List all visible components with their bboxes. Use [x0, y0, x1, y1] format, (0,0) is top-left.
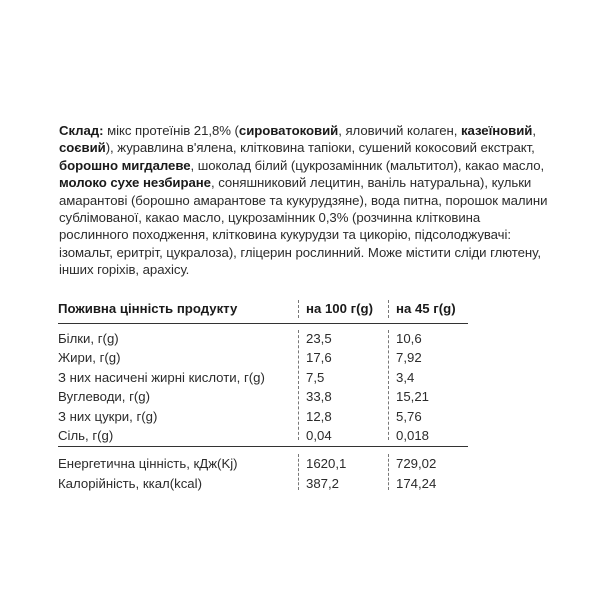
ingredients-text	[59, 122, 549, 279]
value-per-45g: 0,018	[396, 427, 430, 443]
ingredients-bold-part: казеїновий	[460, 123, 533, 138]
header-per-45g: на 45 г(g)	[396, 301, 456, 316]
value-per-45g: 174,24	[396, 475, 437, 491]
ingredients-part: мікс протеїнів 21,8% (	[103, 123, 239, 138]
ingredients-part: , шоколад білий (цукрозамінник (мальтитол), какао масло,	[190, 157, 545, 173]
value-per-100g: 12,8	[306, 408, 332, 424]
value-per-45g: 10,6	[396, 331, 422, 346]
table-row	[58, 426, 468, 445]
column-divider-1	[298, 330, 299, 440]
ingredients-part: , яловичий колаген,	[338, 123, 461, 138]
column-divider-2	[388, 330, 389, 440]
table-row	[58, 454, 468, 473]
value-per-100g: 0,04	[306, 427, 332, 443]
ingredients-bold-part: борошно мигдалеве	[59, 157, 191, 173]
ingredients-bold-part: молоко сухе незбиране	[59, 175, 211, 191]
ingredients-label: Склад:	[59, 123, 104, 138]
ingredients-part: ,	[532, 123, 536, 138]
value-per-45g: 729,02	[396, 456, 437, 472]
value-per-45g: 3,4	[396, 369, 415, 385]
group-divider	[58, 446, 468, 447]
nutrient-name: З них насичені жирні кислоти, г(g)	[58, 369, 265, 385]
nutrition-table	[58, 296, 468, 493]
value-per-100g: 1620,1	[306, 456, 347, 472]
value-per-100g: 387,2	[306, 475, 340, 491]
value-per-100g: 17,6	[306, 350, 332, 366]
nutrient-name: Сіль, г(g)	[58, 427, 114, 443]
ingredients-bold-part: сироватоковий	[238, 123, 339, 138]
value-per-100g: 23,5	[306, 331, 332, 346]
value-per-45g: 5,76	[396, 408, 422, 424]
nutrient-name: Жири, г(g)	[58, 350, 121, 366]
nutrient-name: З них цукри, г(g)	[58, 408, 158, 424]
value-per-45g: 7,92	[396, 350, 422, 366]
table-row	[58, 407, 468, 426]
value-per-100g: 7,5	[306, 369, 325, 385]
ingredients-part: ), журавлина в'ялена, клітковина тапіоки, сушений кокосовий екстракт,	[105, 140, 535, 156]
table-row	[58, 329, 468, 348]
header-nutrient: Поживна цінність продукту	[58, 301, 238, 316]
column-divider-1	[298, 454, 299, 490]
table-row	[58, 348, 468, 367]
table-row	[58, 387, 468, 406]
nutrient-name: Білки, г(g)	[58, 331, 119, 346]
value-per-100g: 33,8	[306, 389, 332, 405]
header-divider	[58, 323, 468, 324]
table-row	[58, 368, 468, 387]
nutrition-header-row	[58, 296, 468, 322]
column-divider-1	[298, 300, 299, 318]
table-row	[58, 474, 468, 493]
value-per-45g: 15,21	[396, 389, 430, 405]
column-divider-2	[388, 300, 389, 318]
ingredients-part: , соняшниковий лецитин, ваніль натуральна), кульки амарантові (борошно амарантове та кукурудзяне), вода питна, порошок малини сублімованої, какао масло, цукрозамінник 0,3% (розчинна клітковина рослинного походження, клітковина кукурудзи та цикорію, підсолоджувачі: ізомальт, еритріт, цукралоза), гліцерин рослинний. Може містити сліди глютену, інших горіхів, арахісу.	[59, 175, 548, 278]
header-per-100g: на 100 г(g)	[306, 301, 373, 316]
nutrient-name: Вуглеводи, г(g)	[58, 389, 151, 405]
ingredients-bold-part: соєвий	[59, 140, 106, 156]
column-divider-2	[388, 454, 389, 490]
nutrient-name: Енергетична цінність, кДж(Kj)	[58, 456, 238, 472]
nutrient-name: Калорійність, ккал(kcal)	[58, 475, 202, 491]
